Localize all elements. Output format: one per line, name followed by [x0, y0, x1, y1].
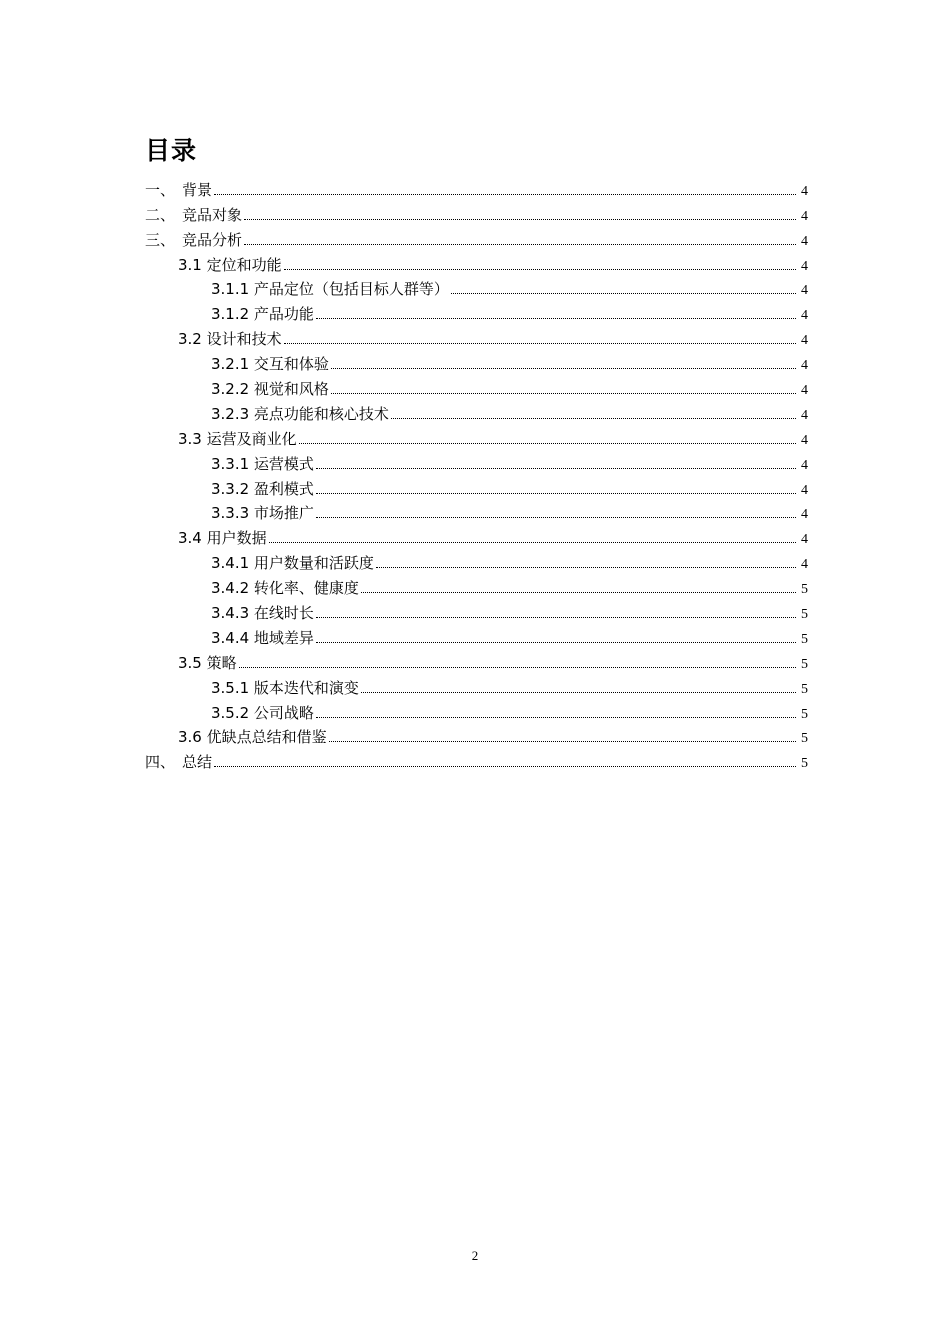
toc-leader-dots	[331, 393, 796, 394]
toc-entry[interactable]	[145, 548, 808, 573]
toc-entry-label: 3.2.2 视觉和风格	[211, 380, 329, 399]
toc-entry-label: 3.3.3 市场推广	[211, 504, 314, 523]
toc-entry-label: 3.1 定位和功能	[178, 255, 282, 274]
toc-entry-page: 4	[801, 333, 808, 349]
toc-leader-dots	[316, 493, 796, 494]
toc-entry-page: 5	[801, 582, 808, 598]
toc-entry-page: 4	[801, 233, 808, 249]
toc-entry[interactable]	[145, 324, 808, 349]
toc-title: 目录	[145, 136, 198, 165]
toc-entry[interactable]	[145, 598, 808, 623]
toc-entry[interactable]	[145, 200, 808, 225]
toc-entry-page: 4	[801, 557, 808, 573]
toc-leader-dots	[376, 567, 796, 568]
page-number: 2	[471, 1248, 479, 1263]
toc-leader-dots	[244, 244, 796, 245]
toc-entry[interactable]	[145, 499, 808, 524]
toc-leader-dots	[269, 542, 796, 543]
toc-leader-dots	[284, 269, 796, 270]
toc-entry[interactable]	[145, 673, 808, 698]
toc-entry[interactable]	[145, 573, 808, 598]
toc-entry-label: 3.2.3 亮点功能和核心技术	[211, 404, 389, 423]
toc-entry-label: 3.5.1 版本迭代和演变	[211, 678, 359, 697]
toc-leader-dots	[284, 343, 796, 344]
toc-entry-label: 3.1.1 产品定位（包括目标人群等）	[211, 280, 449, 299]
toc-entry[interactable]	[145, 175, 808, 200]
toc-entry[interactable]	[145, 424, 808, 449]
toc-leader-dots	[316, 617, 796, 618]
toc-entry[interactable]	[145, 623, 808, 648]
toc-entry-page: 4	[801, 308, 808, 324]
toc-entry-label: 3.6 优缺点总结和借鉴	[178, 728, 327, 747]
toc-leader-dots	[316, 318, 796, 319]
toc-entry-label: 竞品分析	[182, 230, 243, 249]
toc-entry-page: 4	[801, 383, 808, 399]
toc-entry-page: 5	[801, 656, 808, 672]
toc-leader-dots	[451, 293, 796, 294]
toc-entry-page: 4	[801, 208, 808, 224]
toc-leader-dots	[214, 766, 796, 767]
toc-leader-dots	[299, 443, 796, 444]
toc-entry-page: 4	[801, 358, 808, 374]
toc-entry[interactable]	[145, 250, 808, 275]
toc-entry[interactable]	[145, 449, 808, 474]
toc-leader-dots	[316, 717, 796, 718]
toc-entry-label: 3.3.1 运营模式	[211, 454, 314, 473]
toc-entry-page: 5	[801, 706, 808, 722]
toc-leader-dots	[391, 418, 796, 419]
toc-entry-label: 3.2.1 交互和体验	[211, 355, 329, 374]
toc-entry[interactable]	[145, 723, 808, 748]
toc-entry-page: 4	[801, 507, 808, 523]
table-of-contents	[145, 175, 808, 772]
toc-entry-page: 4	[801, 407, 808, 423]
toc-leader-dots	[239, 667, 796, 668]
toc-entry-number: 四、	[145, 753, 176, 772]
toc-entry[interactable]	[145, 648, 808, 673]
toc-entry-label: 3.4.1 用户数量和活跃度	[211, 554, 374, 573]
toc-entry-label: 竞品对象	[182, 205, 243, 224]
toc-entry[interactable]	[145, 523, 808, 548]
toc-entry-page: 4	[801, 258, 808, 274]
toc-entry-page: 5	[801, 631, 808, 647]
toc-entry-label: 3.1.2 产品功能	[211, 305, 314, 324]
toc-leader-dots	[361, 692, 796, 693]
toc-entry-label: 3.5.2 公司战略	[211, 703, 314, 722]
toc-entry-page: 5	[801, 681, 808, 697]
toc-entry-page: 4	[801, 457, 808, 473]
toc-entry-label: 3.4.2 转化率、健康度	[211, 579, 359, 598]
toc-entry-label: 3.3 运营及商业化	[178, 429, 297, 448]
toc-entry[interactable]	[145, 399, 808, 424]
toc-entry[interactable]	[145, 698, 808, 723]
toc-entry-page: 4	[801, 532, 808, 548]
toc-leader-dots	[316, 468, 796, 469]
toc-entry-label: 背景	[182, 180, 213, 199]
toc-leader-dots	[329, 741, 796, 742]
toc-leader-dots	[214, 194, 796, 195]
toc-entry-number: 二、	[145, 205, 176, 224]
toc-entry-number: 三、	[145, 230, 176, 249]
toc-entry-page: 4	[801, 432, 808, 448]
toc-leader-dots	[361, 592, 796, 593]
toc-entry-label: 3.4.4 地域差异	[211, 628, 314, 647]
toc-entry[interactable]	[145, 374, 808, 399]
toc-entry-page: 4	[801, 283, 808, 299]
toc-entry-page: 4	[801, 183, 808, 199]
toc-entry-label: 3.5 策略	[178, 653, 237, 672]
toc-entry-page: 4	[801, 482, 808, 498]
toc-entry-label: 3.4.3 在线时长	[211, 604, 314, 623]
toc-entry[interactable]	[145, 349, 808, 374]
toc-leader-dots	[316, 517, 796, 518]
toc-entry-label: 总结	[182, 753, 213, 772]
toc-entry-page: 5	[801, 731, 808, 747]
toc-entry-label: 3.2 设计和技术	[178, 330, 282, 349]
toc-entry[interactable]	[145, 275, 808, 300]
toc-entry[interactable]	[145, 474, 808, 499]
toc-entry-page: 5	[801, 607, 808, 623]
toc-entry[interactable]	[145, 747, 808, 772]
toc-leader-dots	[331, 368, 796, 369]
toc-entry-number: 一、	[145, 180, 176, 199]
toc-entry[interactable]	[145, 225, 808, 250]
toc-leader-dots	[244, 219, 796, 220]
toc-entry-page: 5	[801, 756, 808, 772]
toc-entry-label: 3.4 用户数据	[178, 529, 267, 548]
toc-entry-label: 3.3.2 盈利模式	[211, 479, 314, 498]
toc-leader-dots	[316, 642, 796, 643]
toc-entry[interactable]	[145, 299, 808, 324]
